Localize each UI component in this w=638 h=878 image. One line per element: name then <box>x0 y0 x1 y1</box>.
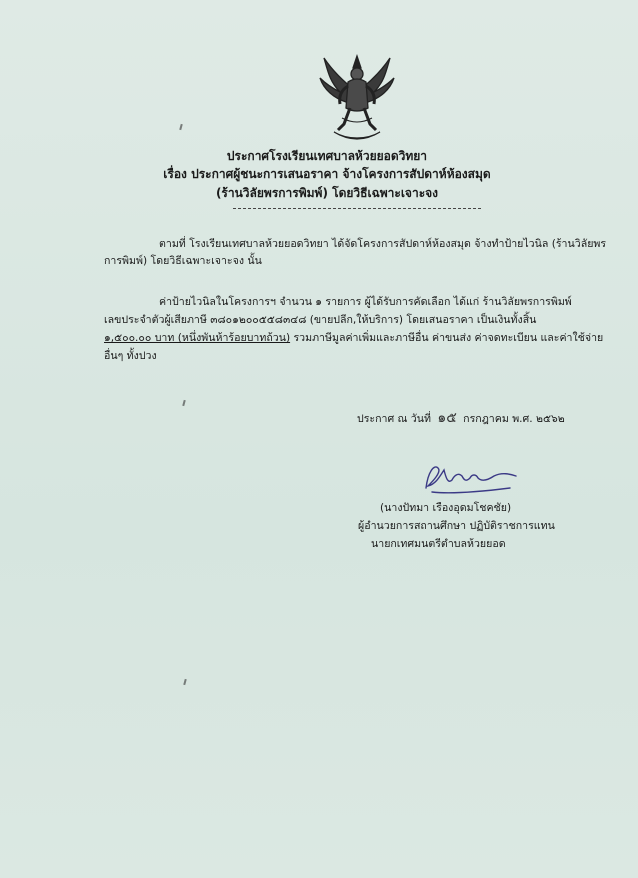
scan-mark <box>183 679 186 685</box>
divider <box>233 208 481 209</box>
scan-mark <box>182 400 185 406</box>
paragraph-2-line-3 <box>104 330 603 348</box>
signatory-position-2: นายกเทศมนตรีตำบลห้วยยอด <box>371 538 506 550</box>
signatory-name: (นางปัทมา เรืองอุดมโชคชัย) <box>380 502 512 514</box>
date-prefix: ประกาศ ณ วันที่ <box>357 413 431 425</box>
signature-icon <box>418 458 518 496</box>
amount-text: ๑,๕๐๐.๐๐ บาท (หนึ่งพันห้าร้อยบาทถ้วน) <box>104 332 291 344</box>
announcement-subject: เรื่อง ประกาศผู้ชนะการเสนอราคา จ้างโครงการสัปดาห์ห้องสมุด <box>163 167 491 181</box>
garuda-emblem-icon <box>314 52 400 148</box>
amount-rest-text: รวมภาษีมูลค่าเพิ่มและภาษีอื่น ค่าขนส่ง ค่าจดทะเบียน และค่าใช้จ่าย <box>290 332 604 344</box>
paragraph-2-line-4: อื่นๆ ทั้งปวง <box>104 350 157 362</box>
date-suffix: กรกฎาคม พ.ศ. ๒๕๖๒ <box>463 413 565 425</box>
scan-mark <box>179 124 182 130</box>
signatory-position: ผู้อำนวยการสถานศึกษา ปฏิบัติราชการแทน <box>358 520 555 532</box>
paragraph-2-line-2: เลขประจำตัวผู้เสียภาษี ๓๘๐๑๒๐๐๕๕๘๓๔๘ (ขายปลีก,ให้บริการ) โดยเสนอราคา เป็นเงินทั้งสิ้น <box>104 314 537 326</box>
announcement-date <box>357 407 565 429</box>
announcement-subject-cont: (ร้านวิลัยพรการพิมพ์) โดยวิธีเฉพาะเจาะจง <box>215 186 439 200</box>
date-day: ๑๕ <box>437 410 457 426</box>
paragraph-1-line-1: ตามที่ โรงเรียนเทศบาลห้วยยอดวิทยา ได้จัดโครงการสัปดาห์ห้องสมุด จ้างทำป้ายไวนิล (ร้านวิลัยพร <box>159 238 607 250</box>
paragraph-2-line-1: ค่าป้ายไวนิลในโครงการฯ จำนวน ๑ รายการ ผู้ได้รับการคัดเลือก ได้แก่ ร้านวิลัยพรการพิมพ์ <box>159 296 572 308</box>
announcement-title: ประกาศโรงเรียนเทศบาลห้วยยอดวิทยา <box>226 149 428 163</box>
paragraph-1-line-2: การพิมพ์) โดยวิธีเฉพาะเจาะจง นั้น <box>104 255 262 267</box>
